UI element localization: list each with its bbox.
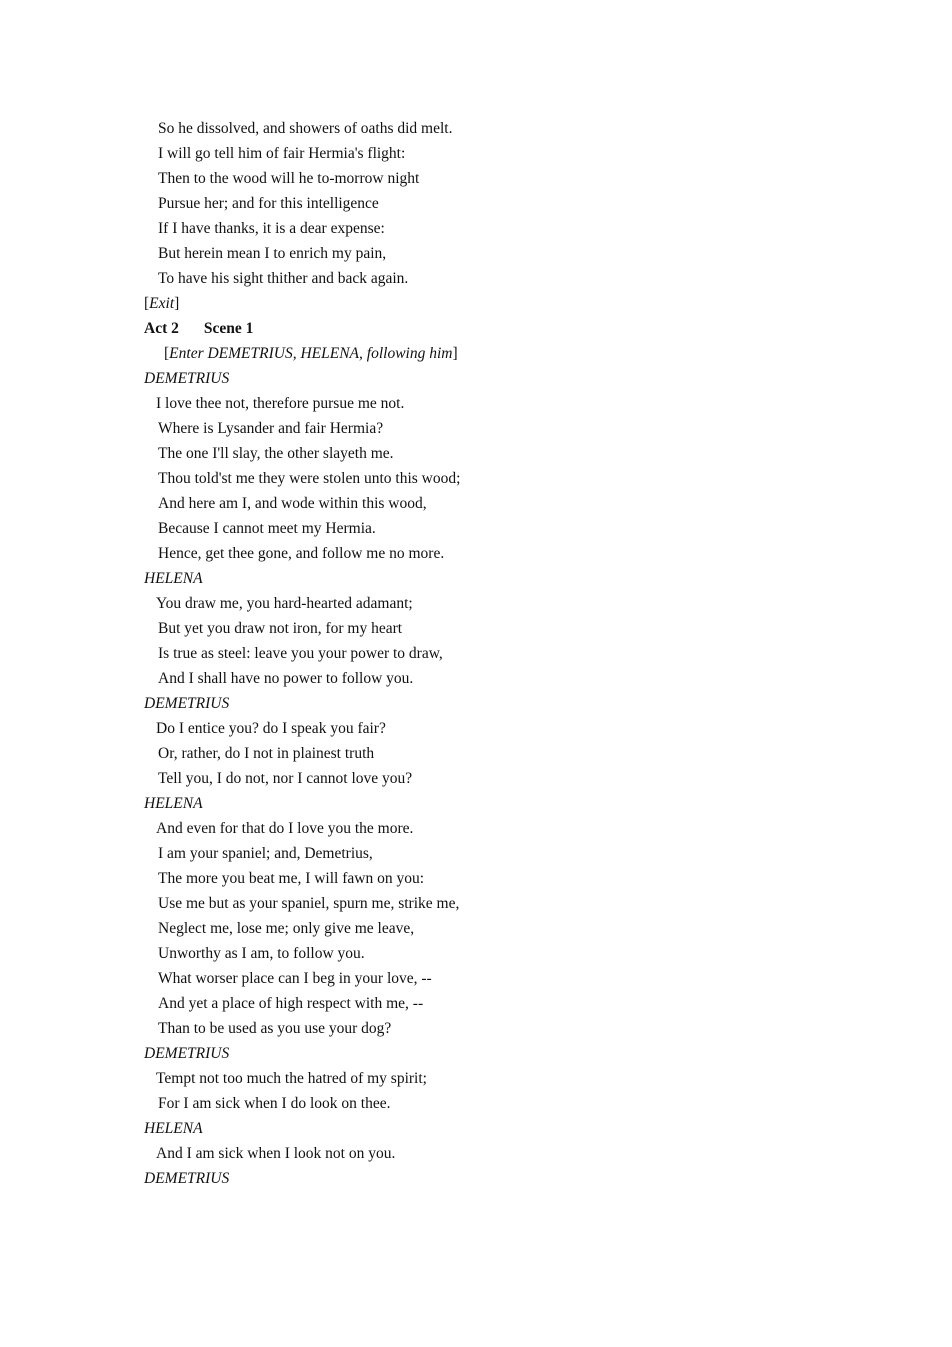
verse-line: I will go tell him of fair Hermia's flight:: [158, 145, 406, 162]
verse-line: So he dissolved, and showers of oaths did melt.: [158, 120, 453, 137]
speaker-name: DEMETRIUS: [144, 1045, 230, 1062]
verse-line: Neglect me, lose me; only give me leave,: [158, 920, 415, 937]
speaker-name: DEMETRIUS: [144, 695, 230, 712]
verse-line: But herein mean I to enrich my pain,: [158, 245, 387, 262]
verse-line: Unworthy as I am, to follow you.: [158, 945, 365, 962]
verse-line: To have his sight thither and back again.: [158, 270, 409, 287]
verse-line: And I shall have no power to follow you.: [158, 670, 414, 687]
verse-line: What worser place can I beg in your love, --: [158, 970, 432, 987]
verse-line: Use me but as your spaniel, spurn me, strike me,: [158, 895, 460, 912]
verse-line: The more you beat me, I will fawn on you:: [158, 870, 425, 887]
verse-line: If I have thanks, it is a dear expense:: [158, 220, 385, 237]
verse-line: And I am sick when I look not on you.: [156, 1145, 396, 1162]
speaker-name: DEMETRIUS: [144, 370, 230, 387]
verse-line: You draw me, you hard-hearted adamant;: [156, 595, 413, 612]
verse-line: Is true as steel: leave you your power to draw,: [158, 645, 443, 662]
stage-direction-text: Enter DEMETRIUS, HELENA, following him: [169, 345, 453, 362]
verse-line: Pursue her; and for this intelligence: [158, 195, 379, 212]
verse-line: But yet you draw not iron, for my heart: [158, 620, 403, 637]
act-scene-heading: [0, 316, 952, 341]
verse-line: Than to be used as you use your dog?: [158, 1020, 392, 1037]
verse-line: Tell you, I do not, nor I cannot love you?: [158, 770, 413, 787]
speaker-name: HELENA: [144, 1120, 203, 1137]
verse-line: Then to the wood will he to-morrow night: [158, 170, 420, 187]
speaker-name: DEMETRIUS: [144, 1170, 230, 1187]
scene-label: Scene 1: [203, 320, 254, 337]
verse-line: I am your spaniel; and, Demetrius,: [158, 845, 373, 862]
verse-line: Thou told'st me they were stolen unto this wood;: [158, 470, 461, 487]
stage-direction: [Enter DEMETRIUS, HELENA, following him]: [164, 345, 458, 362]
verse-line: Hence, get thee gone, and follow me no more.: [158, 545, 445, 562]
verse-line: Where is Lysander and fair Hermia?: [158, 420, 384, 437]
verse-line: Tempt not too much the hatred of my spirit;: [156, 1070, 427, 1087]
verse-line: I love thee not, therefore pursue me not.: [156, 395, 405, 412]
speaker-name: HELENA: [144, 795, 203, 812]
verse-line: Or, rather, do I not in plainest truth: [158, 745, 375, 762]
exit-text: Exit: [149, 295, 175, 312]
exit-direction: [Exit]: [144, 295, 180, 312]
verse-line: For I am sick when I do look on thee.: [158, 1095, 391, 1112]
verse-line: And here am I, and wode within this wood,: [158, 495, 427, 512]
speaker-name: HELENA: [144, 570, 203, 587]
verse-line: The one I'll slay, the other slayeth me.: [158, 445, 394, 462]
play-text-page: [0, 116, 952, 1191]
verse-line: And yet a place of high respect with me, --: [158, 995, 424, 1012]
verse-line: Because I cannot meet my Hermia.: [158, 520, 376, 537]
verse-line: Do I entice you? do I speak you fair?: [156, 720, 386, 737]
act-label: Act 2: [144, 320, 179, 337]
verse-line: And even for that do I love you the more.: [156, 820, 414, 837]
